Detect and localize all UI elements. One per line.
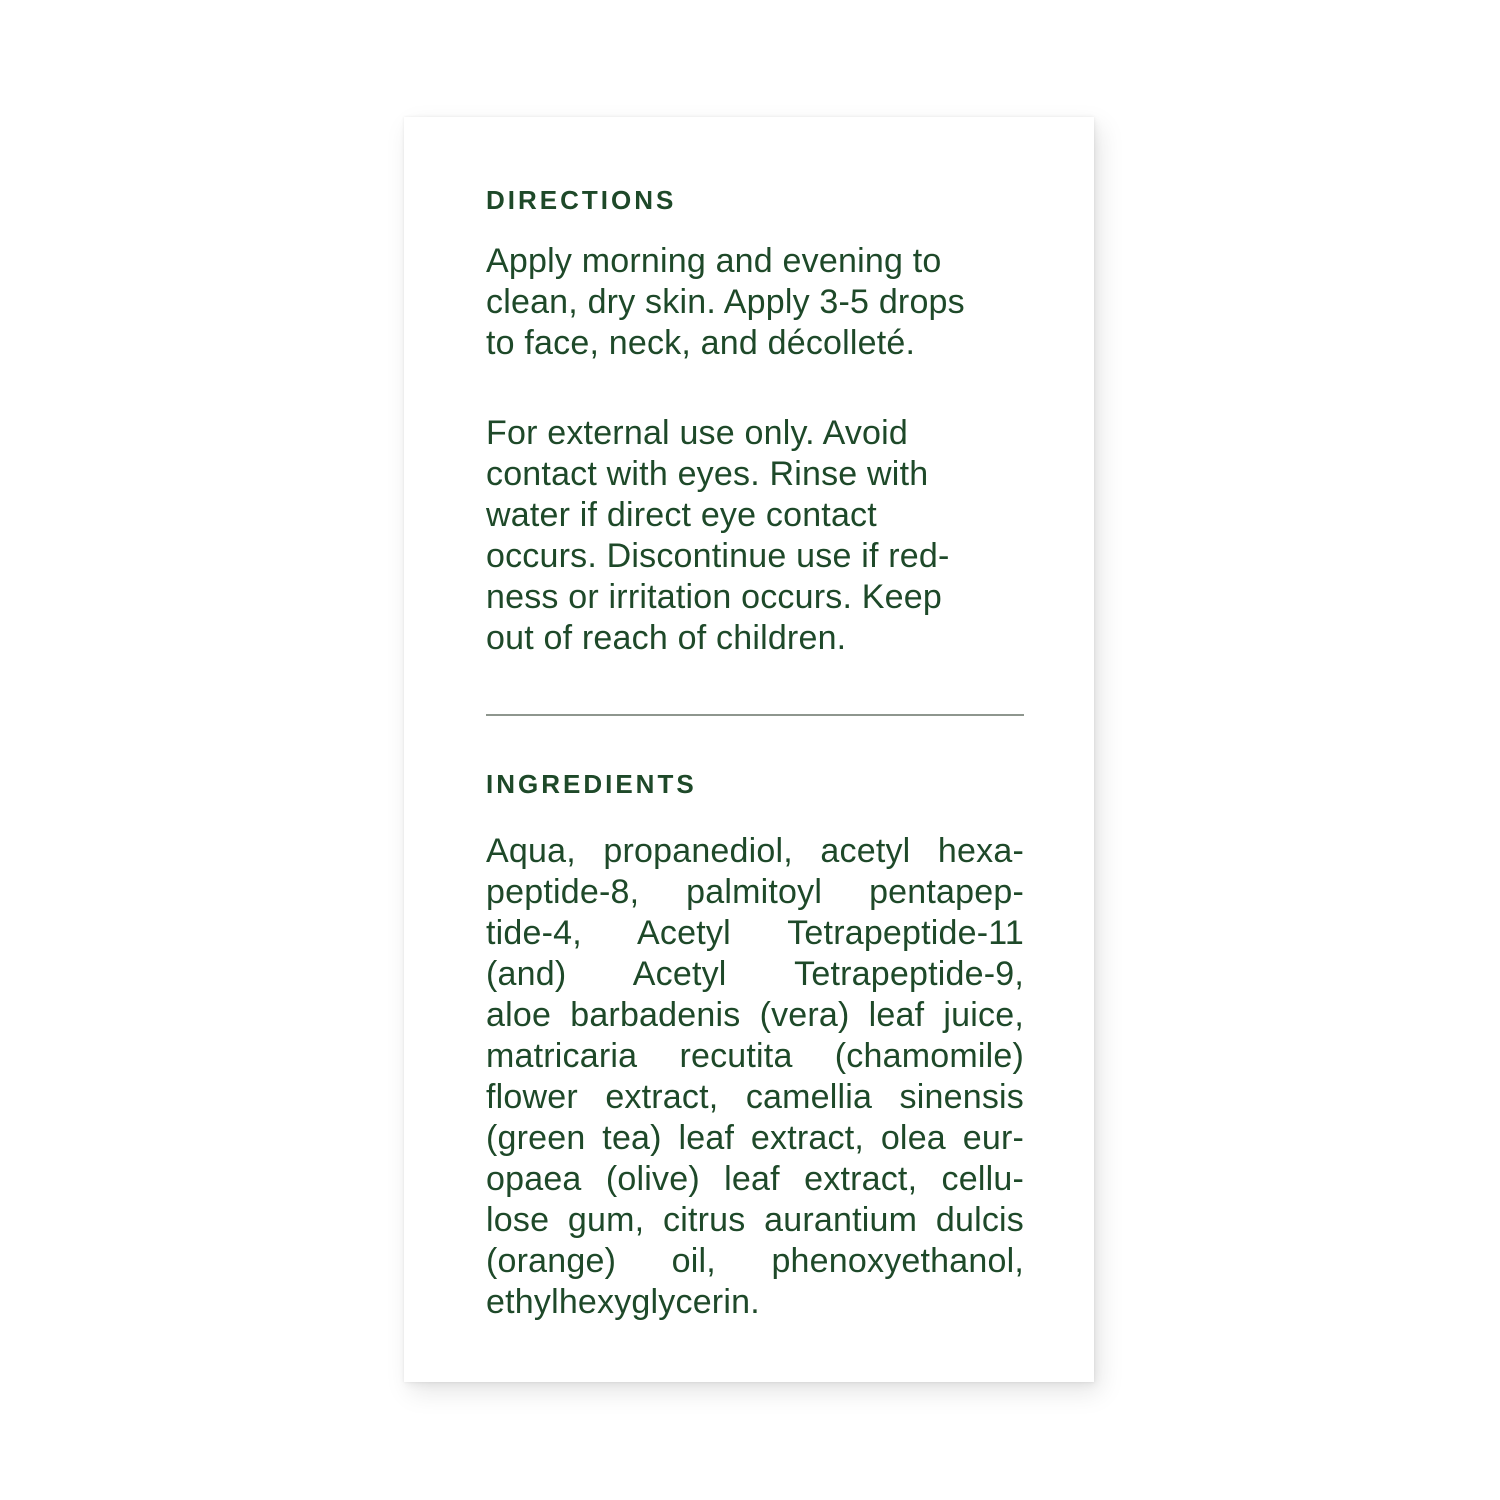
text-line: matricaria recutita (chamomile) [486,1037,1024,1075]
directions-heading: DIRECTIONS [486,185,677,215]
directions-paragraph-usage [486,241,1024,364]
text-line: ness or irritation occurs. Keep [486,578,942,616]
text-line: contact with eyes. Rinse with [486,455,929,493]
text-line: aloe barbadenis (vera) leaf juice, [486,996,1024,1034]
text-line: (green tea) leaf extract, olea eur- [486,1119,1024,1157]
directions-paragraph-warnings [486,413,1024,659]
text-line: to face, neck, and décolleté. [486,324,916,362]
text-line: (orange) oil, phenoxyethanol, [486,1242,1024,1280]
text-line: occurs. Discontinue use if red- [486,537,950,575]
text-line: tide-4, Acetyl Tetrapeptide-11 [486,914,1024,952]
text-line: For external use only. Avoid [486,414,909,452]
section-divider [486,714,1024,716]
text-line: opaea (olive) leaf extract, cellu- [486,1160,1024,1198]
text-line: Apply morning and evening to [486,242,942,280]
text-line: peptide-8, palmitoyl pentapep- [486,873,1024,911]
text-line: lose gum, citrus aurantium dulcis [486,1201,1024,1239]
text-line: water if direct eye contact [486,496,877,534]
text-line: flower extract, camellia sinensis [486,1078,1024,1116]
product-label-panel [404,117,1094,1382]
text-line: clean, dry skin. Apply 3-5 drops [486,283,965,321]
text-line: out of reach of children. [486,619,847,657]
text-line: ethylhexyglycerin. [486,1283,760,1321]
ingredients-paragraph [486,831,1024,1323]
text-line: (and) Acetyl Tetrapeptide-9, [486,955,1024,993]
text-line: Aqua, propanediol, acetyl hexa- [486,832,1024,870]
ingredients-heading: INGREDIENTS [486,769,697,799]
